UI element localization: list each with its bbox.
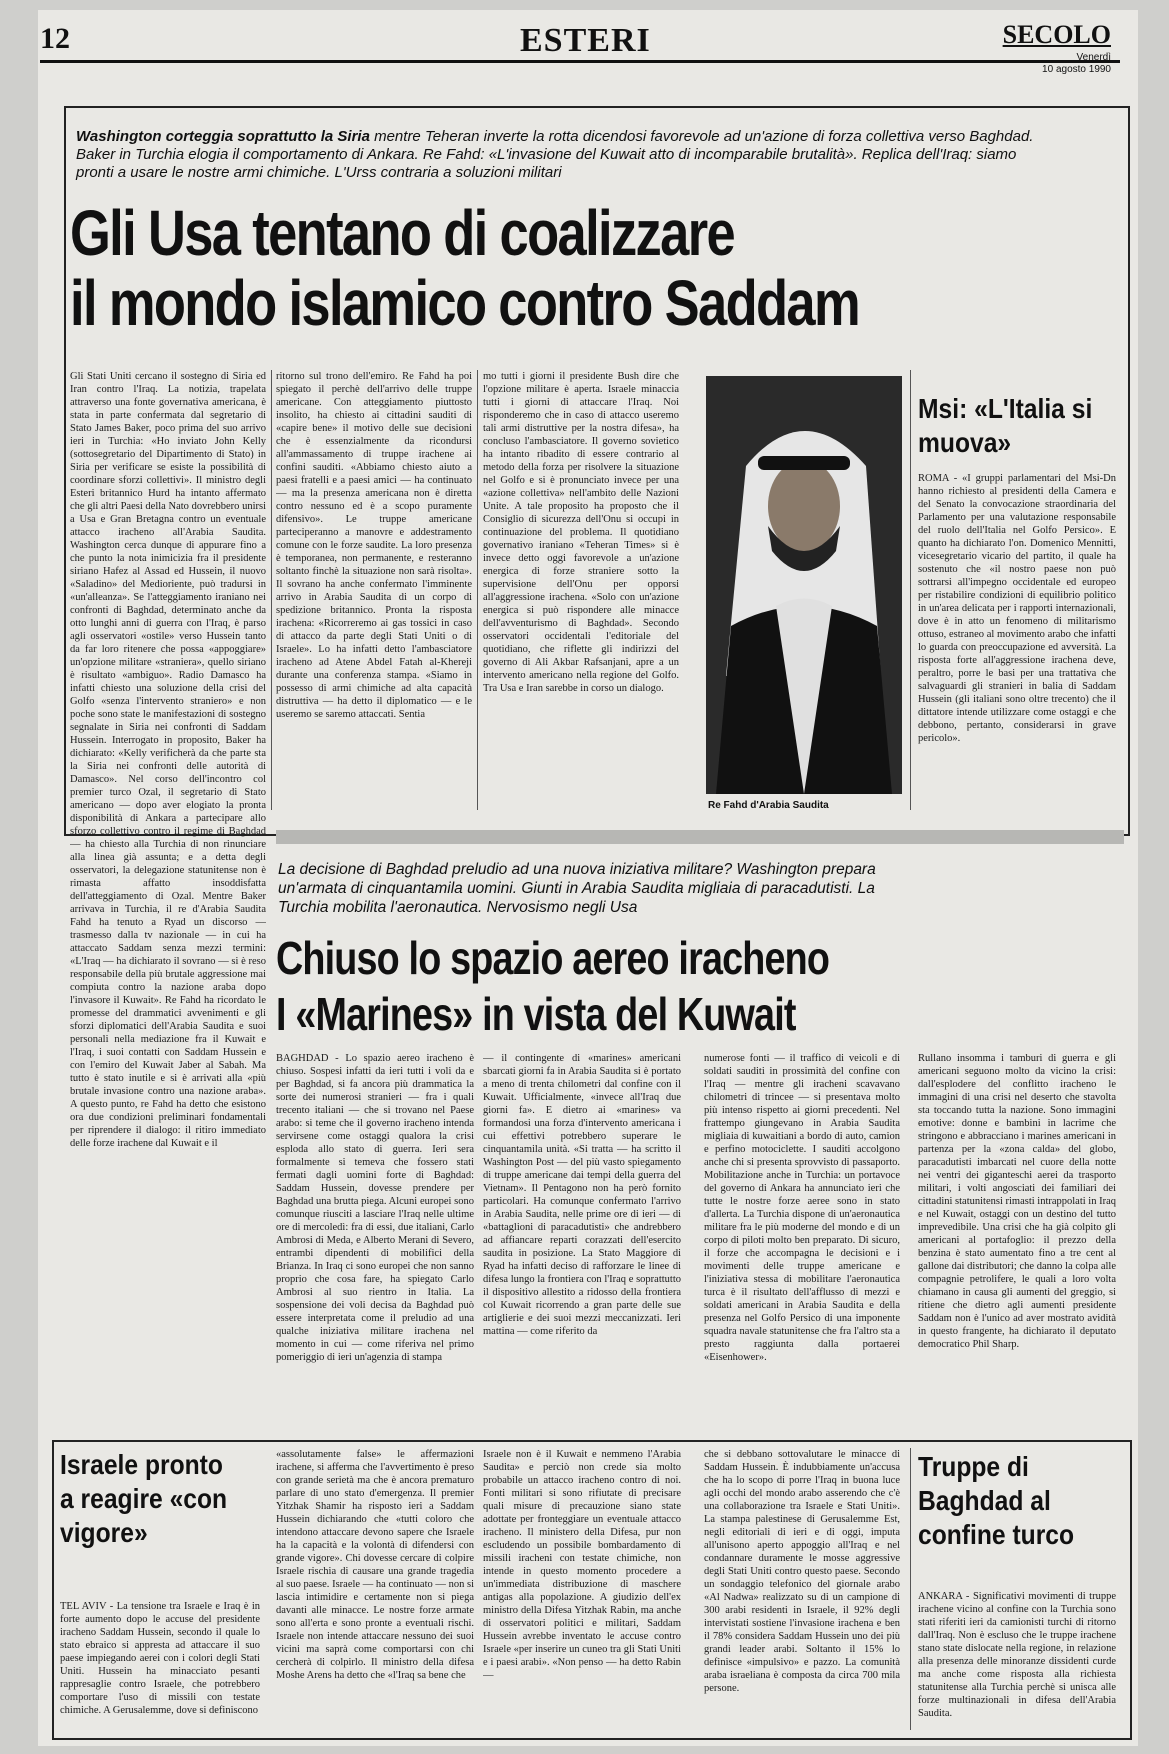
story1-headline-line2: il mondo islamico contro Saddam	[70, 267, 859, 339]
story1-headline-line1: Gli Usa tentano di coalizzare	[70, 197, 735, 269]
king-fahd-photo	[706, 376, 902, 794]
day: Venerdì	[1076, 52, 1111, 63]
story2-col1: BAGHDAD - Lo spazio aereo iracheno è chiuso. Sospesi infatti da ieri tutti i voli da e per Baghdad, si fa ancora più drammatica la sorte dei numerosi stranieri — fra i quali trecento italiani — che si trovano nel Paese arabo: si teme che il governo iracheno intenda servirsene come ostaggi qualora la crisi esploda allo stato di guerra. Ieri sera formalmente si temeva che fossero stati fermati dagli uomini forte di Baghdad: Saddam Hussein, dovesse prendere per Baghdad una brutta piega. Alcuni europei sono comunque riusciti a lasciare l'Iraq nelle ultime ore di mercoledì: fra di essi, due italiani, Carlo Ambrosi di Meda, e Alberto Merani di Severo, entrambi dipendenti di mobilifici della Brianza. In Iraq ci sono europei che non sanno proprio che cosa fare, ha spiegato Carlo Ambrosi al suo rientro in Italia. La sospensione dei voli decisa da Baghdad può essere interpretata come il preludio ad una qualche iniziativa militare irachena nel momento in cui — come riferiva nel primo pomeriggio di ieri un'agenzia di stampa	[276, 1053, 474, 1363]
story1-col2: ritorno sul trono dell'emiro. Re Fahd ha poi spiegato il perchè dell'arrivo delle truppe americane. Con atteggiamento piuttosto insolito, ha chiesto ai cittadini sauditi di «capire bene» il motivo delle sue decisioni che è essenzialmente da ricondursi all'ammassamento di truppe irachene ai confini sauditi. «Abbiamo chiesto aiuto a paesi fratelli e a paesi amici — ha continuato — ma la presenza americana non è diretta contro nessuno ed è a scopo puramente difensivo». Le truppe americane parteciperanno a manovre e addestramento comune con le forze saudite. La loro presenza è temporanea, non permanente, e resteranno soltanto finchè la situazione non sarà risolta». Il sovrano ha anche confermato l'imminente arrivo in Arabia Saudita di un corpo di spedizione britannico. Pronta la risposta irachena: «Ricorreremo ai gas tossici in caso di attacco da parte degli Stati Uniti o di Israele». Lo ha infatti detto l'ambasciatore iracheno ad Atene Abdel Fatah al-Khereji durante una conferenza stampa. «Siamo in possesso di armi chimiche ad alta capacità distruttiva — ha detto il diplomatico — e le useremo se saremo attaccati. Sentia	[276, 371, 472, 720]
photo-caption: Re Fahd d'Arabia Saudita	[708, 800, 829, 811]
story1-kicker-text: mentre Teheran inverte la rotta dicendosi favorevole ad un'azione di forza collettiva verso Baghdad. Baker in Turchia elogia il comportamento di Ankara. Re Fahd: «L'invasione del Kuwait atto di incomparabile brutalità». Replica dell'Iraq: siamo pronti a usare le nostre armi chimiche. L'Urss contraria a soluzioni militari	[76, 128, 1034, 181]
story2-headline-line2: I «Marines» in vista del Kuwait	[276, 988, 796, 1040]
msi-headline: Msi: «L'Italia si muova»	[918, 393, 1093, 458]
paper-name: SECOLO	[1002, 20, 1111, 49]
page-number: 12	[40, 22, 70, 55]
story2-col2: — il contingente di «marines» americani sbarcati giorni fa in Arabia Saudita si è portato a meno di trenta chilometri dal confine con il Kuwait. Ufficialmente, «invece all'Iraq due giorni fa». E dietro ai «marines» va formandosi una forza d'intervento americana i cui effettivi potrebbero superare le cinquantamila unità. «Si tratta — ha scritto il Washington Post — del più vasto spiegamento di truppe americane dai tempi della guerra del Vietnam». Il Pentagono non ha però fornito particolari. Ha comunque confermato l'arrivo in Arabia Saudita, nelle prime ore di ieri — di «battaglioni di paracadutisti» che andrebbero ad affiancare reparti corazzati dell'esercito saudita in posizione. La Stato Maggiore di Ryad ha infatti deciso di rafforzare le linee di difesa lungo la frontiera con l'Iraq e soprattutto il dispositivo allestito a ridosso della frontiera col Kuwait ricorrendo a gran parte delle sue artiglierie e dei suoi mezzi meccanizzati. Ieri mattina — come riferito da	[483, 1053, 681, 1337]
israele-col3: Israele non è il Kuwait e nemmeno l'Arabia Saudita» e perciò non crede sia molto probabile un attacco iracheno contro di noi. Fonti militari si sono rifiutate di precisare quali misure di precauzione siano state adottate per fronteggiare un eventuale attacco iracheno. Il ministero della Difesa, pur non escludendo un possibile bombardamento di missili iracheni con testate chimiche, non intende in questo momento procedere a un'immediata distribuzione di maschere antigas alla popolazione. A giudizio dell'ex ministro della Difesa Yitzhak Rabin, ma anche di osservatori politici e militari, Saddam Hussein avrebbe inventato le accuse contro Israele «per inserire un cuneo tra gli Stati Uniti e i paesi arabi». «Non penso — ha detto Rabin —	[483, 1449, 681, 1681]
story2-col3: numerose fonti — il traffico di veicoli e di soldati sauditi in prossimità del confine con l'Iraq — mentre gli iracheni scavavano chilometri di trincee — si presentava molto più intenso rispetto ai giorni precedenti. Nel frattempo giungevano in Arabia Saudita migliaia di kuwaitiani a bordo di auto, camion e perfino motociclette. I sauditi accolgono anche chi si presenta sprovvisto di passaporto. Mobilitazione anche in Turchia: un portavoce del governo di Ankara ha annunciato ieri che tutte le nostre forze aeree sono in stato d'allerta. La Turchia dispone di un'aeronautica militare fra le più moderne del mondo e di un corpo di piloti molto ben preparato. Di sicuro, il forze che accompagna le decisioni e i movimenti delle truppe americane e l'iniziativa stessa di mobilitare l'aeronautica turca è il risultato dell'afflusso di mezzi e soldati americani in Arabia Saudita e della presenza nel Golfo Persico di una imponente squadra navale statunitense che fra l'altro sta a presto raggiunta dalla portaerei «Eisenhower».	[704, 1053, 900, 1363]
column-rule	[910, 1448, 911, 1730]
israele-headline: Israele pronto a reagire «con vigore»	[60, 1449, 228, 1548]
msi-text: ROMA - «I gruppi parlamentari del Msi-Dn hanno richiesto al presidenti della Camera e del Senato la convocazione straordinaria del Parlamento per una valutazione responsabile del ruolo dell'Italia nel Golfo Persico». E quanto ha dichiarato l'on. Domenico Mennitti, vicesegretario vicario del partito, il quale ha sostenuto che «il nostro paese non può sottrarsi all'impegno occidentale ed europeo per ristabilire condizioni di equilibrio politico in un'area delicata per i rapporti internazionali, dove è in atto un fenomeno di militarismo ottuso, estraneo al movimento arabo che infatti lo guarda con preoccupazione ed avversità. La risposta forte all'aggressione irachena deve, peraltro, porre le basi per una trattativa che salvaguardi gli stranieri in balia di Saddam Hussein (gli italiani sono oltre trecento) che il dittatore intende utilizzare come ostaggi e che debbono, pertanto, considerarsi in grave pericolo».	[918, 473, 1116, 744]
column-rule	[910, 370, 911, 810]
column-rule	[271, 370, 272, 810]
story1-kicker	[76, 128, 1036, 182]
story2-col4: Rullano insomma i tamburi di guerra e gli americani seguono molto da vicino la crisi: dall'esplodere del conflitto iracheno le immagini di una crisi nel deserto che stavolta sta toccando tutta la nazione. Sono immagini emotive: donne e bambini in lacrime che stringono e abbracciano i marines americani in partenza per la «zona calda» del globo, paracadutisti imbarcati nel cuore della notte nei ventri dei giganteschi aerei da trasporto militari, i volti angosciati dei familiari dei cittadini statunitensi rimasti intrappolati in Iraq e nel Kuwait, ostaggi con un destino del tutto imprevedibile. Una crisi che ha già colpito gli americani al portafoglio: il prezzo della benzina è stato aumentato fino a tre cent al gallone dai distributori; che danno la colpa alle compagnie petrolifere, le quali a loro volta chiamano in causa gli aumenti del greggio, si ritiene che dietro agli aumenti presidente Saddam non è l'unico ad aver mostrato avidità in questo frangente, ha dichiarato il deputato democratico Phil Sharp.	[918, 1053, 1116, 1350]
truppe-headline: Truppe di Baghdad al confine turco	[918, 1451, 1075, 1550]
divider-band	[276, 830, 1124, 844]
portrait-illustration	[706, 376, 902, 794]
dateline	[1042, 52, 1111, 76]
story1-col1: Gli Stati Uniti cercano il sostegno di Siria ed Iran contro l'Iraq. La notizia, trapelata attraverso una fonte governativa americana, è stata in parte confermata dal segretario di Stato James Baker, poco prima del suo arrivo ieri in Turchia: «Ho inviato John Kelly (sottosegretario del Dipartimento di Stato) in Siria per verificare se esiste la possibilità di coordinare sforzi collettivi». Il ministro degli Esteri britannico Hurd ha intanto affermato che gli altri Paesi della Nato dovrebbero unirsi a Usa e Gran Bretagna contro un eventuale attacco iracheno all'Arabia Saudita. Washington cerca dunque di appurare fino a che punto la nota inimicizia fra il presidente siriano Hafez al Assad ed Hussein, il nuovo «Saladino» del Medioriente, può tradursi in «un'alleanza». Se l'atteggiamento iraniano nei confronti di Baghdad, determinato anche da otto lunghi anni di guerra con l'Iraq, è parso agli osservatori «ostile» verso Hussein tanto da far loro ritenere che possa «appoggiare» un'opzione militare «straniera», quello siriano è risultato «ambiguo». Radio Damasco ha infatti chiesto una soluzione della crisi del Golfo «senza l'intervento straniero» e non poche sono state le manifestazioni di sostegno segnalate in Siria nei confronti di Saddam Hussein. Interrogato in proposito, Baker ha dichiarato: «Kelly verificherà da che parte sta la Siria nei confronti delle autorità di Damasco». Nel corso dell'incontro col premier turco Ozal, il segretario di Stato americano — dopo aver elogiato la pronta disponibilità di Ankara a partecipare allo sforzo collettivo contro il regime di Baghdad — ha chiesto alla Turchia di non rinunciare alla linea già assunta; e a detta degli osservatori, la delegazione statunitense non è rimasta affatto insoddisfatta dell'atteggiamento di Ozal. Mentre Baker arrivava in Turchia, il re d'Arabia Saudita Fahd ha tenuto a Ryad un discorso — trasmesso dalla tv nazionale — in cui ha attaccato Saddam senza mezzi termini: «L'Iraq — ha dichiarato il sovrano — si è reso responsabile della più brutale aggressione mai compiuta contro la nazione araba dopo l'invasore il Kuwait». Re Fahd ha ricordato le promesse del drammatici avvenimenti e gli sforzi diplomatici dell'Arabia Saudita e suoi personali nella mediazione fra il Kuwait e l'Iraq, i suoi contatti con Saddam Hussein e con l'emiro del Kuwait Jaber al Sabah. Ma tutto è stato inutile e si è arrivati alla «più brutale invasione contro una nazione araba». A questo punto, re Fahd ha detto che esistono ora due condizioni preliminari fondamentali per riprendere il dialogo: il ritiro immediato delle forze irachene dal Kuwait e il	[70, 371, 266, 1149]
column-rule	[477, 370, 478, 810]
story2-kicker: La decisione di Baghdad preludio ad una nuova iniziativa militare? Washington prepara un'armata di cinquantamila uomini. Giunti in Arabia Saudita migliaia di paracadutisti. La Turchia mobilita l'aeronautica. Nervosismo negli Usa	[278, 861, 876, 916]
israele-col4: che si debbano sottovalutare le minacce di Saddam Hussein. È indubbiamente un'accusa che ha lo scopo di porre l'Iraq in buona luce agli occhi del mondo arabo asserendo che c'è una collaborazione tra Israele e Stati Uniti». La stampa palestinese di Gerusalemme Est, negli editoriali di ieri e di oggi, imputa all'unisono aperto appoggio all'Iraq e nel condannare duramente le mosse aggressive degli Stati Uniti contro questo paese. Secondo un sondaggio telefonico del giornale arabo «Al Nadwa» realizzato su di un campione di 300 arabi residenti in Israele, il 92% degli intervistati sostiene l'invasione irachena e ben il 78% considera Saddam Hussein uno dei più grandi leader arabi. Soltanto il 15% lo definisce «impulsivo» e pazzo. La comunità araba israeliana è composta da circa 700 mila persone.	[704, 1449, 900, 1694]
date: 10 agosto 1990	[1042, 64, 1111, 75]
truppe-text: ANKARA - Significativi movimenti di truppe irachene vicino al confine con la Turchia sono stati riferiti ieri da camionisti turchi di ritorno dall'Iraq. Non è escluso che le truppe irachene stano state dislocate nella regione, in relazione alla presenza delle minoranze dissidenti curde ma anche come risposta alla richiesta statunitense alla Turchia perchè si unisca alle forze multinazionali in difesa dell'Arabia Saudita.	[918, 1591, 1116, 1719]
israele-col2: «assolutamente false» le affermazioni irachene, si afferma che l'avvertimento è preso con grande serietà ma che è ancora prematuro parlare di uno stato d'emergenza. Il premier Yitzhak Shamir ha risposto ieri a Saddam Hussein dichiarando che «tutti coloro che intendono attaccare devono sapere che Israele ha la capacità e la volontà di difendersi con grande vigore». Chi dovesse cercare di colpire Israele rischia di causare una grande tragedia al suo paese. Israele — ha continuato — non si lascia intimidire e certamente non si piega davanti alle minacce. Le nostre forze armate sono all'erta e sono pronte a eventuali rischi. Israele non intende attaccare nessuno dei suoi vicini ma saprà come comportarsi con chi cercherà di colpirlo. Il ministro della difesa Moshe Arens ha detto che «l'Iraq sa bene che	[276, 1449, 474, 1681]
story2-headline-line1: Chiuso lo spazio aereo iracheno	[276, 932, 830, 984]
israele-col1: TEL AVIV - La tensione tra Israele e Iraq è in forte aumento dopo le accuse del presidente iracheno Saddam Hussein, secondo il quale lo stato ebraico si appresta ad attaccare il suo paese impiegando aerei con i colori degli Stati Uniti. Hussein ha minacciato pesanti rappresaglie contro Israele, che potrebbero comportare l'uso di missili con testate chimiche. A Gerusalemme, dove si definiscono	[60, 1601, 260, 1716]
section-title: ESTERI	[520, 22, 651, 59]
story1-col3: mo tutti i giorni il presidente Bush dire che l'opzione militare è aperta. Israele minaccia tutti i giorni di attaccare l'Iraq. Noi risponderemo che in caso di attacco useremo tali armi distruttive per la nostra difesa», ha concluso l'ambasciatore. Il governo sovietico ha intanto ribadito di essere contrario al metodo della forza per risolvere la situazione nel Golfo e si è pronunciato invece per una «azione collettiva» nell'ambito delle Nazioni Unite. A tale proposito ha proposto che il Consiglio di sicurezza dell'Onu si occupi in continuazione del problema. Il quotidiano governativo iraniano «Teheran Times» si è invece detto oggi favorevole a un'azione energica di forze straniere sotto la supervisione dell'Onu per opporsi all'aggressione irachena. «Solo con un'azione energica si può rispondere alle minacce dell'avventurismo di Baghdad». Secondo osservatori occidentali l'editoriale del quotidiano, che riflette gli indirizzi del governo di Ali Akbar Rafsanjani, apre a un intervento americano nella regione del Golfo. Tra Usa e Iran sarebbe in corso un dialogo.	[483, 371, 679, 694]
story1-kicker-bold: Washington corteggia soprattutto la Siria	[76, 128, 370, 145]
